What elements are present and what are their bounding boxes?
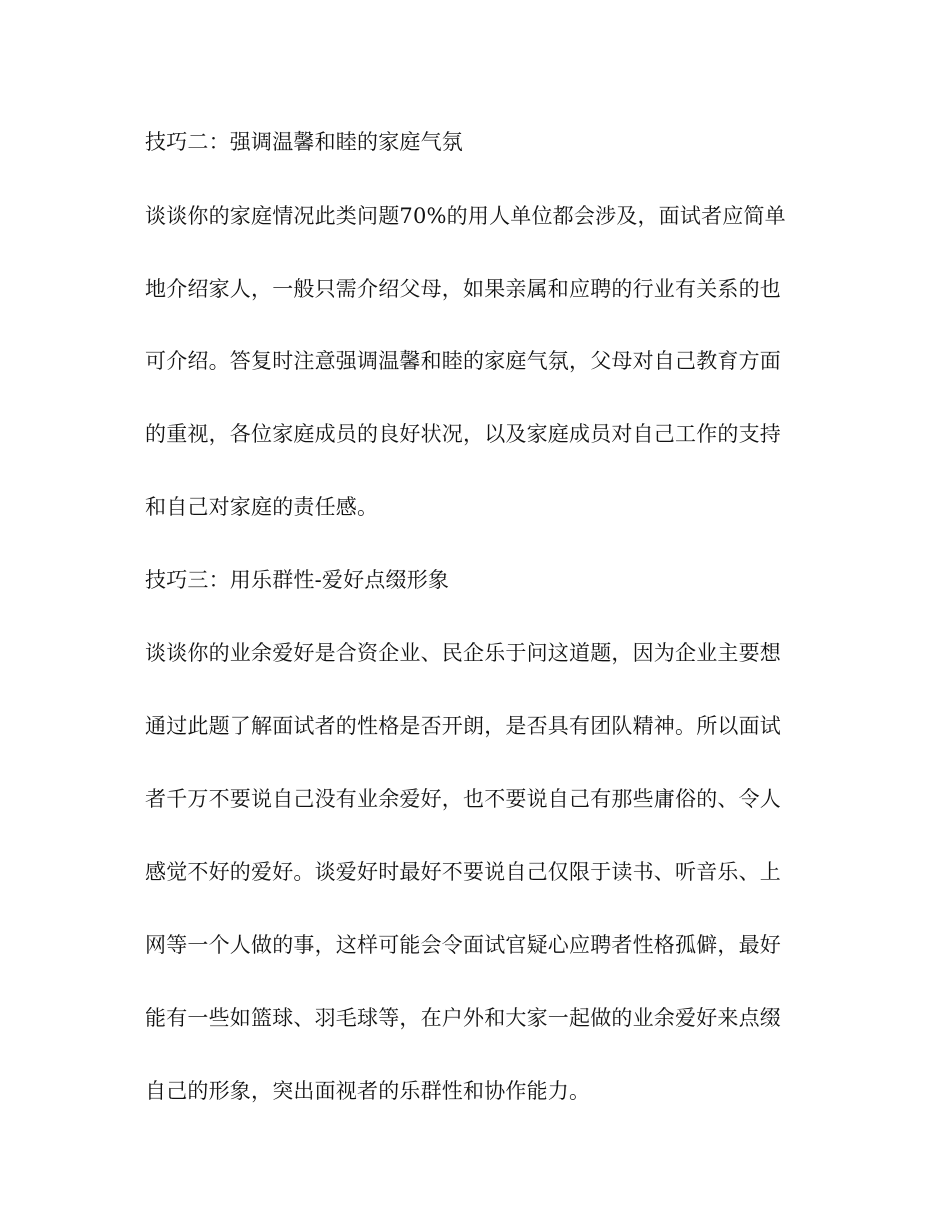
paragraph-line: 能有一些如篮球、羽毛球等，在户外和大家一起做的业余爱好来点缀 [145,1006,781,1030]
section-heading-tip-3: 技巧三：用乐群性-爱好点缀形象 [145,568,450,592]
paragraph-line: 感觉不好的爱好。谈爱好时最好不要说自己仅限于读书、听音乐、上 [145,860,781,884]
paragraph-line: 地介绍家人，一般只需介绍父母，如果亲属和应聘的行业有关系的也 [145,277,781,301]
paragraph-line: 网等一个人做的事，这样可能会令面试官疑心应聘者性格孤僻，最好 [145,933,781,957]
section-heading-tip-2: 技巧二：强调温馨和睦的家庭气氛 [145,130,463,154]
paragraph-line: 通过此题了解面试者的性格是否开朗，是否具有团队精神。所以面试 [145,714,781,738]
paragraph-line: 谈谈你的业余爱好是合资企业、民企乐于问这道题，因为企业主要想 [145,641,781,665]
paragraph-line: 谈谈你的家庭情况此类问题70%的用人单位都会涉及，面试者应简单 [145,204,786,228]
paragraph-line: 和自己对家庭的责任感。 [145,495,379,519]
paragraph-line: 的重视，各位家庭成员的良好状况，以及家庭成员对自己工作的支持 [145,422,781,446]
paragraph-line: 自己的形象，突出面视者的乐群性和协作能力。 [145,1079,591,1103]
paragraph-line: 可介绍。答复时注意强调温馨和睦的家庭气氛，父母对自己教育方面 [145,349,781,373]
paragraph-line: 者千万不要说自己没有业余爱好，也不要说自己有那些庸俗的、令人 [145,787,781,811]
